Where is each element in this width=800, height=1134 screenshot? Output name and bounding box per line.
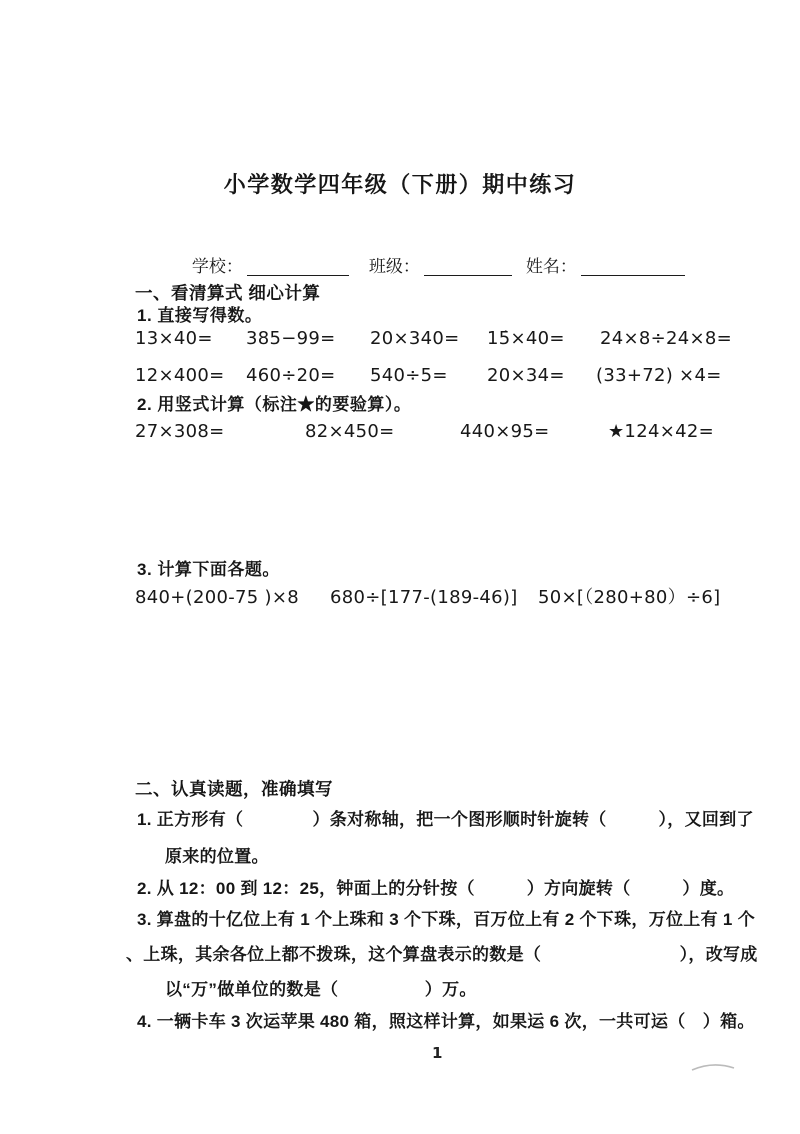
question-1-line2: 原来的位置。 [165, 847, 269, 866]
section1-q3-instruction: 3. 计算下面各题。 [137, 560, 280, 579]
question-3-line1: 3. 算盘的十亿位上有 1 个上珠和 3 个下珠，百万位上有 2 个下珠，万位上有 1 个 [137, 910, 756, 929]
math-problem: 440×95= [460, 421, 550, 442]
math-problem: ★124×42= [608, 421, 714, 442]
school-blank-line [247, 256, 349, 276]
math-problem: 50×[（280+80）÷6] [538, 587, 721, 608]
math-problem: 27×308= [135, 421, 225, 442]
class-field [350, 235, 512, 299]
math-problem: 385−99= [246, 328, 336, 349]
math-problem: 680÷[177-(189-46)] [330, 587, 518, 608]
section1-q1-instruction: 1. 直接写得数。 [137, 306, 263, 325]
name-label: 姓名： [525, 257, 577, 277]
class-label: 班级： [368, 257, 420, 277]
section1-heading: 一、看清算式 细心计算 [135, 283, 321, 303]
name-field [507, 235, 685, 299]
school-label: 学校： [191, 257, 243, 277]
scan-curl-artifact [690, 1059, 736, 1075]
question-1-line1: 1. 正方形有（ ）条对称轴，把一个图形顺时针旋转（ ），又回到了 [137, 810, 754, 829]
page-number: 1 [432, 1044, 443, 1062]
question-3-line3: 以“万”做单位的数是（ ）万。 [165, 980, 477, 999]
question-3-line2: 、上珠，其余各位上都不拨珠，这个算盘表示的数是（ ），改写成 [126, 945, 758, 964]
math-problem: 540÷5= [370, 365, 448, 386]
math-problem: 840+(200-75 )×8 [135, 587, 299, 608]
section1-q2-instruction: 2. 用竖式计算（标注★的要验算）。 [137, 395, 412, 414]
math-problem: 82×450= [305, 421, 395, 442]
math-problem: 15̇×40= [487, 328, 565, 349]
math-problem: 20×340= [370, 328, 460, 349]
math-problem: 12×400= [135, 365, 225, 386]
name-blank-line [581, 256, 685, 276]
question-2: 2. 从 12：00 到 12：25，钟面上的分针按（ ）方向旋转（ ）度。 [137, 879, 735, 898]
math-problem: (33+72) ×4= [596, 365, 722, 386]
math-problem: 460÷20= [246, 365, 336, 386]
class-blank-line [424, 256, 512, 276]
math-problem: 13×40= [135, 328, 213, 349]
math-problem: 24×8÷24×8= [600, 328, 733, 349]
math-problem: 20×34= [487, 365, 565, 386]
question-4: 4. 一辆卡车 3 次运苹果 480 箱，照这样计算，如果运 6 次，一共可运（ ）箱。 [137, 1012, 755, 1031]
section2-heading: 二、认真读题，准确填写 [135, 779, 333, 799]
worksheet-title: 小学数学四年级（下册）期中练习 [223, 172, 577, 197]
